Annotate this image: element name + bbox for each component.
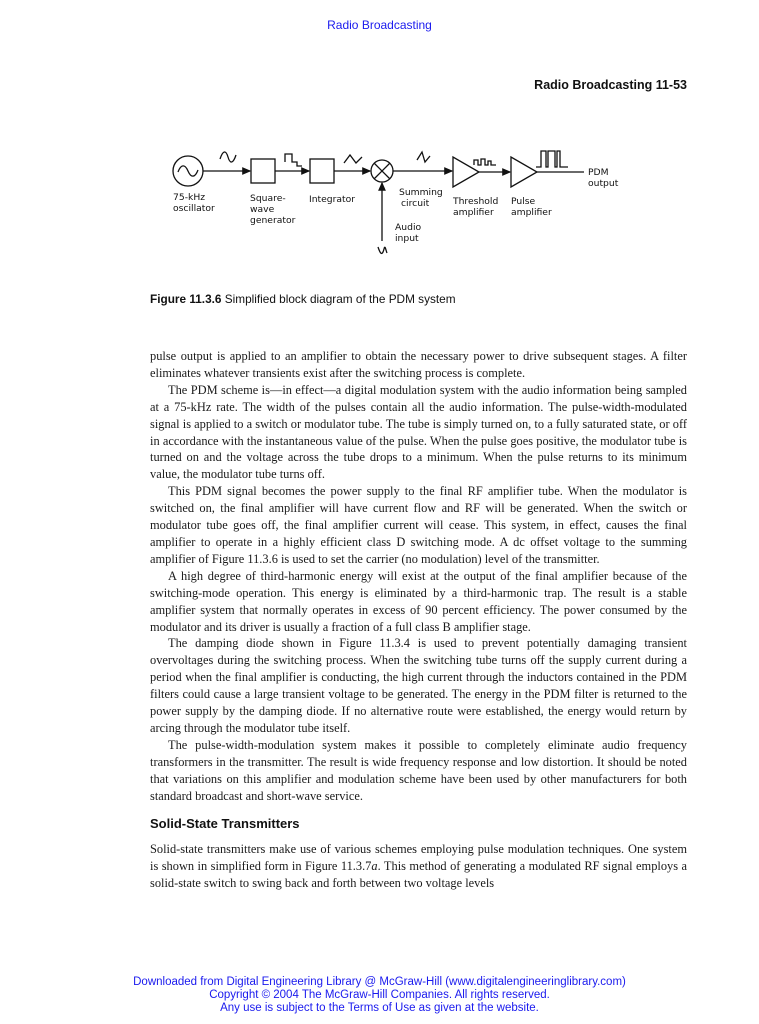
- footer: [0, 976, 759, 1015]
- pdm-output-waveform: [536, 151, 568, 167]
- label-oscillator-2: oscillator: [173, 203, 215, 214]
- label-threshold-2: amplifier: [453, 207, 494, 218]
- paragraph-3: This PDM signal becomes the power supply to the final RF amplifier tube. When the modulator is switched on, the final amplifier will have current flow and RF will be generated. When the switch or modulator tube goes off, the final amplifier current will cease. This system, in effect, causes the final amplifier to operate in a highly efficient class D switching mode. A dc offset voltage to the summing amplifier of Figure 11.3.6 is used to set the carrier (no modulation) level of the transmitter.: [150, 484, 687, 566]
- label-audio: Audio: [395, 222, 422, 233]
- label-audio-2: input: [395, 233, 419, 244]
- sine-waveform-audio: [378, 247, 387, 253]
- section-paragraph-italic: a: [371, 859, 378, 874]
- running-head: Radio Broadcasting 11-53: [534, 78, 687, 92]
- paragraph-2: The PDM scheme is—in effect—a digital modulation system with the audio information being sampled at a 75-kHz rate. The width of the pulses contain all the audio information. The pulse-width-modulated signal is applied to a switch or modulator tube. The tube is simply turned on, to a fully saturated state, or off in accordance with the instantaneous value of the pulse. When the pulse goes positive, the modulator tube is turned on and the voltage across the tube drops to a minimum. When the pulse returns to its minimum value, the modulator tube turns off.: [150, 382, 687, 482]
- label-pulse-amp-2: amplifier: [511, 207, 552, 218]
- label-threshold: Threshold: [453, 196, 499, 207]
- square-waveform: [285, 154, 302, 166]
- figure-caption: [150, 292, 456, 306]
- section-heading: Solid-State Transmitters: [150, 816, 300, 832]
- sawtooth-waveform: [417, 152, 430, 162]
- paragraph-5: The damping diode shown in Figure 11.3.4 is used to prevent potentially damaging transient overvoltages during the switching process. When the switching tube turns off the supply current during a period when the final amplifier is conducting, the high current through the inductors contained in the PDM filters could cause a large transient voltage to be generated. The energy in the PDM filter is returned to the power supply by the damping diode. If no alternative route were established, the energy would return by arcing through the modulator tube itself.: [150, 636, 687, 735]
- top-link[interactable]: Radio Broadcasting: [327, 18, 432, 32]
- label-summing: Summing: [399, 187, 443, 198]
- square-wave-block: [251, 159, 275, 183]
- paragraph-6: The pulse-width-modulation system makes it possible to completely eliminate audio frequency transformers in the transmitter. The result is wide frequency response and low distortion. It should be noted that variations on this amplifier and modulation scheme have been used by other manufacturers for both standard broadcast and short-wave service.: [150, 737, 687, 803]
- footer-line-1[interactable]: Downloaded from Digital Engineering Library @ McGraw-Hill (www.digitalengineeringlibrary.com): [133, 976, 626, 988]
- figure-caption-label: Figure 11.3.6: [150, 292, 222, 306]
- label-square-wave-2: wave: [250, 204, 275, 215]
- triangle-waveform: [344, 155, 362, 163]
- paragraph-4: A high degree of third-harmonic energy will exist at the output of the final amplifier because of the switching-mode operation. This energy is eliminated by a third-harmonic trap. The result is a stable amplifier system that normally operates in excess of 90 percent efficiency. The power consumed by the modulator and its driver is usually a fraction of a full class B amplifier stage.: [150, 568, 687, 634]
- threshold-amplifier-symbol: [453, 157, 479, 187]
- section-paragraph: [150, 841, 687, 892]
- integrator-block: [310, 159, 334, 183]
- sine-waveform-1: [220, 152, 236, 162]
- footer-line-2: Copyright © 2004 The McGraw-Hill Companies. All rights reserved.: [209, 989, 550, 1001]
- body-text: [150, 348, 687, 892]
- label-pulse-amp: Pulse: [511, 196, 536, 207]
- label-oscillator: 75-kHz: [173, 192, 206, 203]
- label-summing-2: circuit: [401, 198, 430, 209]
- label-output: PDM: [588, 167, 609, 178]
- pdm-block-diagram: [168, 145, 628, 267]
- section-paragraph-part-1: Solid-state transmitters make use of various schemes employing pulse modulation techniques. One system is shown in simplified form in Figure 11.3.7: [150, 842, 687, 874]
- paragraph-1: pulse output is applied to an amplifier to obtain the necessary power to drive subsequent stages. A filter eliminates whatever transients exist after the switching process is complete.: [150, 349, 687, 380]
- pulse-train-waveform: [474, 159, 496, 165]
- pulse-amplifier-symbol: [511, 157, 537, 187]
- label-square-wave: Square-: [250, 193, 286, 204]
- footer-line-3[interactable]: Any use is subject to the Terms of Use as given at the website.: [220, 1002, 539, 1014]
- label-output-2: output: [588, 178, 619, 189]
- label-square-wave-3: generator: [250, 215, 296, 226]
- figure-caption-text: Simplified block diagram of the PDM system: [224, 292, 456, 306]
- section-paragraph-part-2: . This method of generating a modulated RF signal employs a solid-state switch to swing back and forth between two voltage levels: [150, 859, 688, 891]
- figure-labels: [173, 167, 619, 244]
- label-integrator: Integrator: [309, 194, 356, 205]
